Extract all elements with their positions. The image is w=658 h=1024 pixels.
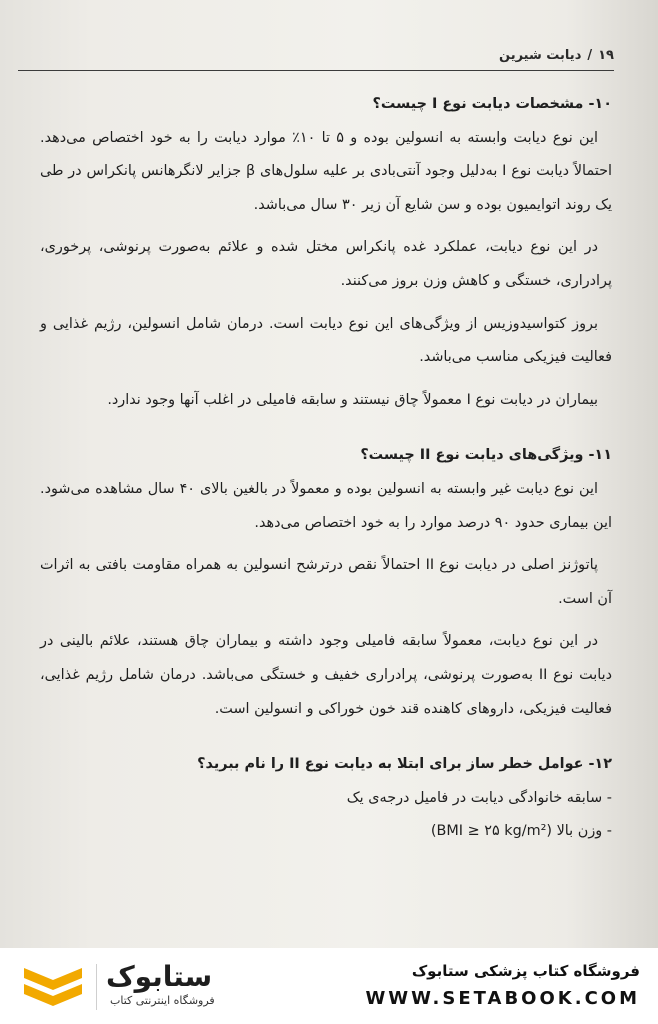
section-type1 — [40, 88, 612, 417]
list-item: - وزن بالا (BMI ≥ ۲۵ kg/m²) — [430, 823, 612, 840]
store-footer — [0, 948, 658, 1024]
logo-chevron-icon — [18, 962, 88, 1010]
section-heading: ۱۱- ویژگی‌های دیابت نوع II چیست؟ — [360, 447, 612, 464]
logo-divider — [96, 964, 97, 1010]
logo-word: ستابوک — [106, 960, 213, 993]
paragraph: این نوع دیابت وابسته به انسولین بوده و ۵ تا ۱۰٪ موارد دیابت را به خود اختصاص می‌دهد. احتمالاً دیابت نوع I به‌دلیل وجود آنتی‌بادی بر علیه سلول‌های β جزایر لانگرهانس پانکراس در طی یک روند اتوایمیون بوده و سن شایع آن زیر ۳۰ سال می‌باشد. — [40, 129, 612, 213]
paragraph: بیماران در دیابت نوع I معمولاً چاق نیستند و سابقه فامیلی در اغلب آنها وجود ندارد. — [107, 391, 598, 408]
header-rule — [18, 70, 614, 71]
paragraph: در این نوع دیابت، عملکرد غده پانکراس مختل شده و علائم به‌صورت پرنوشی، پرخوری، پرادراری، خستگی و کاهش وزن بروز می‌کنند. — [40, 239, 612, 289]
paragraph: بروز کتواسیدوزیس از ویژگی‌های این نوع دیابت است. درمان شامل انسولین، رژیم غذایی و فعالیت فیزیکی مناسب می‌باشد. — [40, 315, 612, 366]
section-risk-factors — [40, 748, 612, 849]
book-title: دیابت شیرین — [499, 47, 582, 63]
section-heading: ۱۰- مشخصات دیابت نوع I چیست؟ — [372, 96, 612, 112]
header-separator: / — [587, 47, 593, 63]
running-header — [18, 44, 614, 66]
risk-factor-list — [40, 782, 612, 849]
section-heading: ۱۲- عوامل خطر ساز برای ابتلا به دیابت نوع II را نام ببرید؟ — [197, 756, 612, 773]
store-logo[interactable] — [18, 958, 258, 1016]
list-item: - سابقه خانوادگی دیابت در فامیل درجه‌ی یک — [346, 789, 612, 806]
paragraph: پاتوژنز اصلی در دیابت نوع II احتمالاً نقص درترشح انسولین به همراه مقاومت بافتی به اثرات آن است. — [40, 557, 612, 607]
section-type2 — [40, 439, 612, 726]
page-number: ۱۹ — [598, 47, 614, 63]
paragraph: در این نوع دیابت، معمولاً سابقه فامیلی وجود داشته و بیماران چاق هستند، علائم بالینی در دیابت نوع II به‌صورت پرنوشی، پرادراری خفیف و خستگی می‌باشد. درمان شامل رژیم غذایی، فعالیت فیزیکی، داروهای کاهنده قند خون خوراکی و انسولین است. — [40, 633, 613, 717]
paragraph: این نوع دیابت غیر وابسته به انسولین بوده و معمولاً در بالغین بالای ۴۰ سال مشاهده می‌شود. این بیماری حدود ۹۰ درصد موارد را به خود اختصاص می‌دهد. — [40, 480, 612, 531]
logo-tagline: فروشگاه اینترنتی کتاب — [110, 994, 215, 1007]
page-content — [40, 88, 612, 849]
footer-text — [340, 958, 640, 1014]
store-url-link[interactable]: WWW.SETABOOK.COM — [365, 988, 640, 1009]
store-name: فروشگاه کتاب پزشکی ستابوک — [411, 962, 640, 980]
